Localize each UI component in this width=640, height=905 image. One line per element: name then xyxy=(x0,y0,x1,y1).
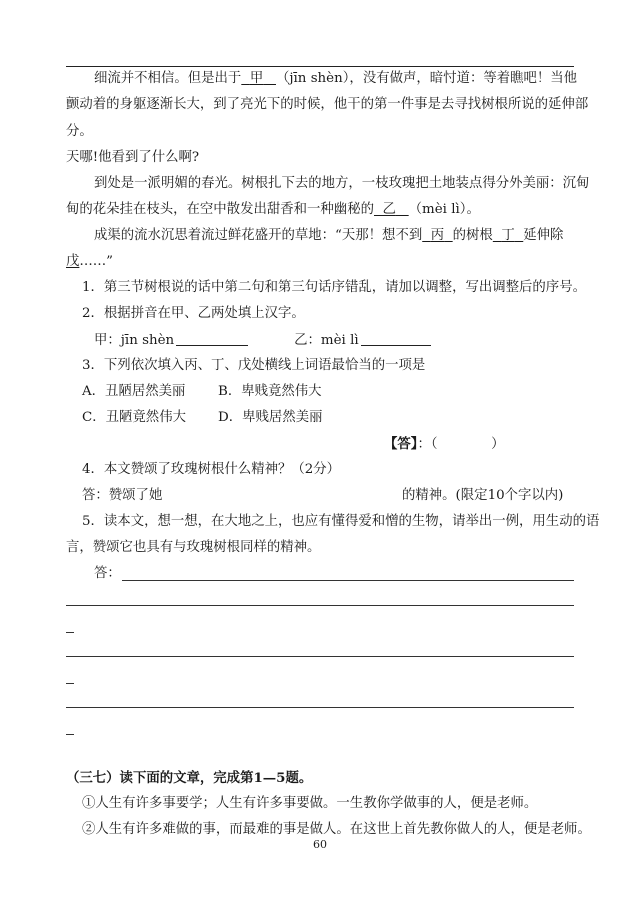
answer-dash-3 xyxy=(66,734,74,735)
answer-label: 【答】 xyxy=(384,436,418,452)
option-d: D．卑贱居然美丽 xyxy=(218,410,323,425)
answer-line-3[interactable] xyxy=(66,656,574,657)
blank-bing: 丙 xyxy=(430,228,445,243)
answer-line-2[interactable] xyxy=(66,605,574,606)
story-line-6: 甸的花朵挂在枝头，在空中散发出甜香和一种幽秘的 乙 （mèi lì）。 xyxy=(66,202,480,217)
page-number: 60 xyxy=(313,838,327,851)
option-a: A．丑陋居然美丽 xyxy=(82,384,186,399)
section-37-paragraph-2: ②人生有许多难做的事，而最难的事是做人。在这世上首先教你做人的人，便是老师。 xyxy=(82,822,591,837)
question-4-answer-lead: 答：赞颂了她 xyxy=(82,488,163,503)
header-rule xyxy=(66,66,574,67)
question-5-answer-label: 答： xyxy=(94,566,121,581)
answer-line-4[interactable] xyxy=(66,707,574,708)
blank-yi: 乙 xyxy=(382,202,396,217)
question-2-fill: 甲：jīn shèn 乙：mèi lì xyxy=(94,331,431,350)
section-37-paragraph-1: ①人生有许多事要学；人生有许多事要做。一生教你学做事的人，便是老师。 xyxy=(82,796,538,811)
story-line-7: 成渠的流水沉思着流过鲜花盛开的草地：“天那！想不到 丙 的树根 丁 延伸除 xyxy=(94,228,564,243)
question-4-answer-tail: 的精神。(限定10个字以内) xyxy=(402,488,564,503)
question-5-line-1: 5．读本文，想一想，在大地之上，也应有懂得爱和憎的生物，请举出一例，用生动的语 xyxy=(82,514,600,529)
answer-box xyxy=(384,435,505,454)
question-4: 4．本文赞颂了玫瑰树根什么精神？（2分） xyxy=(82,462,341,477)
question-5-line-2: 言，赞颂它也具有与玫瑰树根同样的精神。 xyxy=(66,540,321,555)
answer-blank-yi[interactable] xyxy=(361,331,431,346)
story-line-1: 细流并不相信。但是出于 甲 （jīn shèn），没有做声，暗忖道：等着瞧吧！当他 xyxy=(94,71,578,86)
blank-jia: 甲 xyxy=(249,71,264,86)
option-c: C．丑陋竟然伟大 xyxy=(82,410,186,425)
answer-line-1[interactable] xyxy=(122,580,574,581)
story-line-4: 天哪!他看到了什么啊? xyxy=(66,150,200,165)
answer-blank-jia[interactable] xyxy=(176,331,248,346)
answer-dash-2 xyxy=(66,683,74,684)
blank-wu: 戊 xyxy=(66,254,80,269)
blank-ding: 丁 xyxy=(501,228,515,243)
answer-paren[interactable]: ：（ ） xyxy=(417,437,505,452)
story-line-5: 到处是一派明媚的春光。树根扎下去的地方，一枝玫瑰把土地装点得分外美丽：沉甸 xyxy=(94,176,590,191)
option-b: B．卑贱竟然伟大 xyxy=(218,384,322,399)
answer-dash-1 xyxy=(66,632,74,633)
question-3: 3．下列依次填入丙、丁、戊处横线上词语最恰当的一项是 xyxy=(82,358,426,373)
story-line-2: 颤动着的身躯逐渐长大，到了亮光下的时候，他干的第一件事是去寻找树根所说的延伸部 xyxy=(66,97,589,112)
section-37-heading: （三七）读下面的文章，完成第1—5题。 xyxy=(66,770,313,786)
story-line-8: 戊……” xyxy=(66,254,114,269)
question-1: 1．第三节树根说的话中第二句和第三句话序错乱，请加以调整，写出调整后的序号。 xyxy=(82,280,586,295)
story-line-3: 分。 xyxy=(66,124,93,139)
question-2: 2．根据拼音在甲、乙两处填上汉字。 xyxy=(82,306,305,321)
